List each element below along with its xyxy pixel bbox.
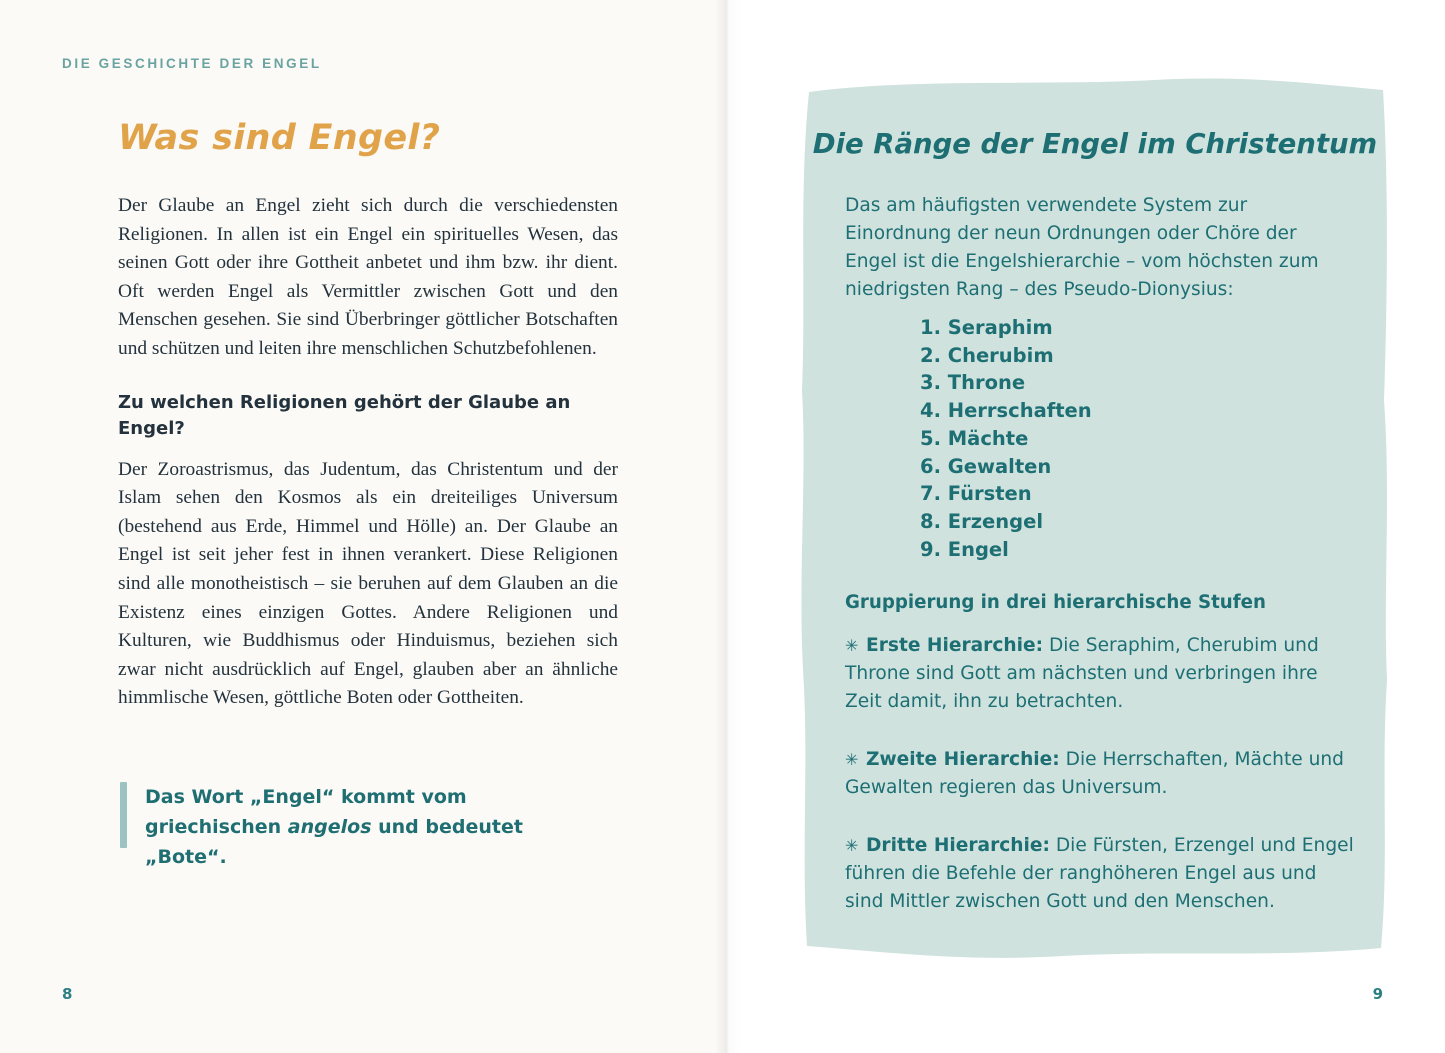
pullquote-text: [145, 782, 590, 872]
hierarchy-text: Die Herrschaften, Mächte und Gewalten regieren das Universum.: [845, 749, 1344, 798]
pullquote-bar: [120, 782, 127, 848]
hierarchy-item-1: [845, 632, 1357, 716]
list-item: 7. Fürsten: [920, 482, 1032, 506]
hierarchy-item-2: [845, 746, 1357, 802]
hierarchy-label: Dritte Hierarchie:: [866, 835, 1050, 856]
subheading: Zu welchen Religionen gehört der Glaube an Engel?: [118, 391, 571, 439]
pullquote-part1: Das Wort „Engel“ kommt vom griechischen: [145, 786, 467, 838]
pullquote-part2: und bedeutet „Bote“.: [145, 816, 523, 868]
gutter-shadow: [715, 0, 741, 1053]
hierarchy-label: Zweite Hierarchie:: [866, 749, 1060, 770]
list-item: 2. Cherubim: [920, 343, 1054, 367]
page-number-left: 8: [62, 985, 73, 1003]
panel-content: [795, 70, 1395, 970]
paragraph-1: Der Glaube an Engel zieht sich durch die verschiedensten Religionen. In allen ist ein Engel ein spirituelles Wesen, das seinen Gott oder ihre Gottheit anbetet und ihm bzw. ihr dient. Oft werden Engel als Vermittler zwischen Gott und den Menschen gesehen. Sie sind Überbringer göttlicher Botschaften und schützen und leiten ihre menschlichen Schutzbefohlenen.: [118, 195, 618, 359]
page-number-right: 9: [1372, 985, 1383, 1003]
group-heading: Gruppierung in drei hierarchische Stufen: [845, 592, 1266, 613]
list-item: 6. Gewalten: [920, 454, 1052, 478]
running-head: DIE GESCHICHTE DER ENGEL: [62, 56, 322, 71]
panel-intro: Das am häufigsten verwendete System zur Einordnung der neun Ordnungen oder Chöre der Engel ist die Engelshierarchie – vom höchsten zum niedrigsten Rang – des Pseudo-Dionysius:: [845, 195, 1319, 300]
list-item: 4. Herrschaften: [920, 399, 1092, 423]
list-item: 9. Engel: [920, 537, 1009, 561]
list-item: 8. Erzengel: [920, 509, 1044, 533]
hierarchy-label: Erste Hierarchie:: [866, 635, 1044, 656]
right-page: [727, 0, 1445, 1053]
page-title: Was sind Engel?: [118, 118, 441, 158]
info-panel: [795, 70, 1395, 970]
eight-pointed-star-icon: ✳: [845, 836, 859, 855]
pullquote: [120, 782, 590, 872]
angel-rank-list: [920, 314, 1092, 563]
pullquote-italic: angelos: [287, 816, 372, 838]
list-item: 1. Seraphim: [920, 316, 1053, 339]
hierarchy-item-3: [845, 832, 1357, 916]
list-item: 3. Throne: [920, 371, 1026, 395]
eight-pointed-star-icon: ✳: [845, 750, 859, 769]
left-body-column: [118, 192, 618, 713]
paragraph-2: Der Zoroastrismus, das Judentum, das Christentum und der Islam sehen den Kosmos als ein dreiteiliges Universum (bestehend aus Erde, Himmel und Hölle) an. Der Glaube an Engel ist seit jeher fest in ihnen verankert. Diese Religionen sind alle monotheistisch – sie beruhen auf dem Glauben an die Existenz eines einzigen Gottes. Andere Religionen und Kulturen, wie Buddhismus oder Hinduismus, beziehen sich zwar nicht ausdrücklich auf Engel, glauben aber an ähnliche himmlische Wesen, göttliche Boten oder Gottheiten.: [118, 458, 618, 709]
hierarchy-text: Die Fürsten, Erzengel und Engel führen die Befehle der ranghöheren Engel aus und sind Mittler zwischen Gott und den Menschen.: [845, 835, 1354, 912]
eight-pointed-star-icon: ✳: [845, 636, 859, 655]
list-item: 5. Mächte: [920, 426, 1029, 450]
panel-title: Die Ränge der Engel im Christentum: [812, 128, 1378, 160]
hierarchy-text: Die Seraphim, Cherubim und Throne sind Gott am nächsten und verbringen ihre Zeit damit, ihn zu betrachten.: [845, 635, 1319, 712]
